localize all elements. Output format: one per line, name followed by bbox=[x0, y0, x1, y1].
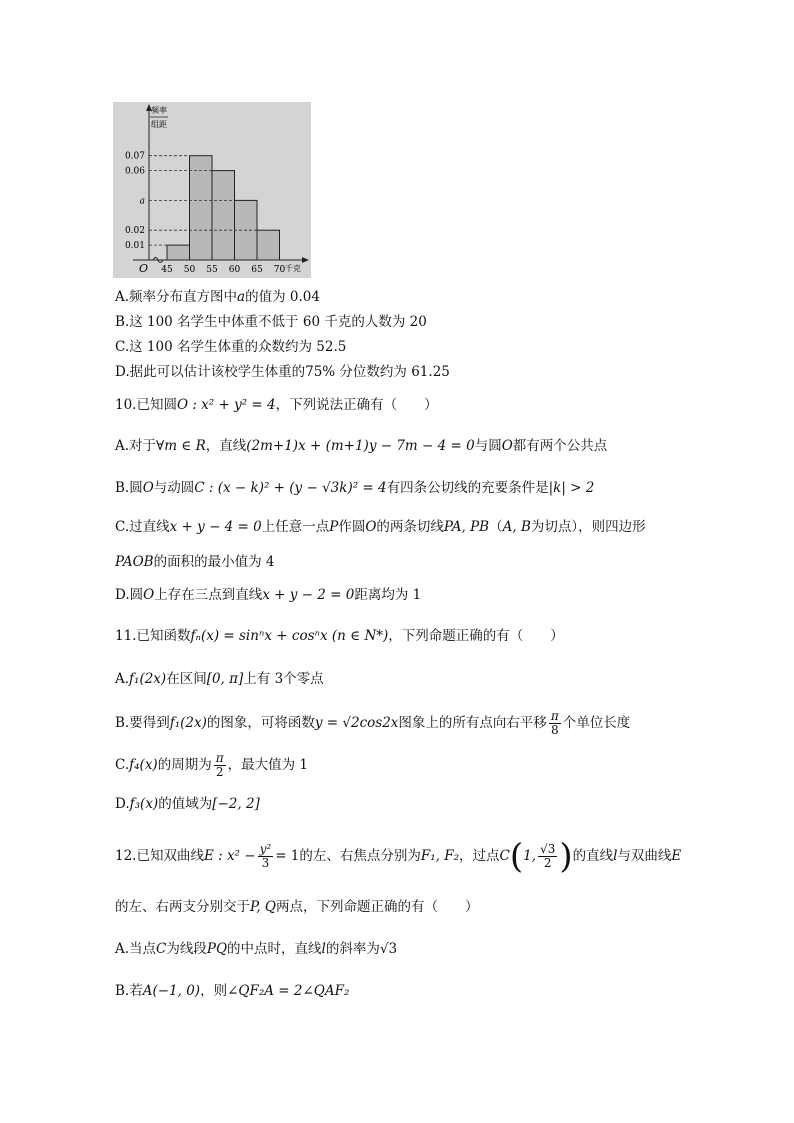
q10d-pre: D.圆 bbox=[115, 587, 144, 603]
q11-stem-post: ，下列命题正确的有（ ） bbox=[388, 628, 564, 644]
q12-line2-pre: 的左、右两支分别交于 bbox=[115, 899, 250, 915]
option-12b bbox=[115, 982, 349, 1000]
q10b-o: O bbox=[142, 480, 154, 496]
q12a-mid3: 的斜率为 bbox=[325, 941, 380, 957]
q11c-mid: 的周期为 bbox=[157, 757, 212, 773]
x-tick-label: 45 bbox=[161, 265, 173, 275]
q10c-mid2: 作圆 bbox=[338, 519, 366, 535]
option-10c bbox=[115, 518, 646, 536]
y-tick-label: a bbox=[139, 196, 145, 207]
option-12a bbox=[115, 940, 397, 958]
question-10-stem bbox=[115, 396, 438, 414]
q11c-pre: C. bbox=[115, 757, 130, 773]
q10-stem-post: ，下列说法正确有（ ） bbox=[275, 397, 438, 413]
q12-stem-mid3: 的直线 bbox=[572, 848, 614, 864]
q12-line2-post: 两点，下列命题正确的有（ ） bbox=[276, 899, 479, 915]
q12b-math: A(−1, 0) bbox=[142, 983, 201, 999]
option-11d bbox=[115, 795, 260, 813]
q11a-math2: [0, π] bbox=[206, 671, 244, 687]
q12-c-frac-den: 2 bbox=[543, 856, 552, 870]
q10c-mid3: 的两条切线 bbox=[376, 519, 444, 535]
q10b-mid2: 有四条公切线的充要条件是 bbox=[386, 480, 549, 496]
x-tick-label: 60 bbox=[228, 265, 241, 275]
q10c-papb: PA, PB bbox=[443, 519, 490, 535]
q10c-pre: C.过直线 bbox=[115, 519, 170, 535]
q10c-mid4: （ bbox=[489, 519, 503, 535]
q12a-math: √3 bbox=[379, 941, 398, 957]
option-10a bbox=[115, 437, 607, 455]
q11-stem-pre: 11.已知函数 bbox=[115, 628, 191, 644]
option-9a-rest: 的值为 0.04 bbox=[245, 289, 320, 305]
xlabel: 千克 bbox=[285, 264, 301, 273]
q12-stem-mid4: 与双曲线 bbox=[617, 848, 672, 864]
q12-right-paren: ) bbox=[559, 836, 573, 877]
q12-c-coord: 1, bbox=[523, 848, 537, 864]
q12-stem-point-c: C bbox=[499, 848, 510, 864]
q10b-mid: 与动圆 bbox=[153, 480, 195, 496]
q11d-pre: D. bbox=[115, 796, 130, 812]
option-9d: D.据此可以估计该校学生体重的75% 分位数约为 61.25 bbox=[115, 364, 450, 380]
q11-stem-math: fₙ(x) = sinⁿx + cosⁿx (n ∈ N*) bbox=[190, 628, 389, 644]
q10c-mid5: 为切点），则四边形 bbox=[530, 519, 646, 535]
ylabel-top: 频率 bbox=[151, 106, 167, 115]
q11c-math: f₄(x) bbox=[129, 757, 158, 773]
question-12-stem bbox=[115, 836, 682, 877]
q12a-pq: PQ bbox=[206, 941, 228, 957]
q12a-mid2: 的中点时，直线 bbox=[227, 941, 322, 957]
y-tick-label: 0.06 bbox=[124, 166, 145, 177]
y-tick-label: 0.01 bbox=[124, 241, 145, 252]
histogram-bar bbox=[257, 230, 280, 260]
question-11-stem bbox=[115, 627, 564, 645]
q12-left-paren: ( bbox=[509, 836, 524, 877]
q12-stem-mid2: ，过点 bbox=[459, 848, 500, 864]
x-tick-label: 65 bbox=[251, 265, 263, 275]
option-9a-var: a bbox=[237, 289, 246, 305]
q12-stem-l: l bbox=[613, 848, 618, 864]
q12-c-frac-num: √3 bbox=[540, 842, 556, 856]
q10c-mid: 上任意一点 bbox=[261, 519, 330, 535]
q12b-math2: ∠QF₂A = 2∠QAF₂ bbox=[227, 983, 350, 999]
y-tick-label: 0.07 bbox=[124, 151, 145, 162]
option-11a bbox=[115, 670, 324, 688]
origin-label: O bbox=[139, 262, 149, 275]
q12b-mid: ，则 bbox=[200, 983, 228, 999]
option-10d bbox=[115, 586, 421, 604]
q12-stem-math-a: E : x² − bbox=[203, 848, 256, 864]
q10a-math2: (2m+1)x + (m+1)y − 7m − 4 = 0 bbox=[246, 438, 475, 454]
q10c-line2-math: PAOB bbox=[115, 554, 154, 570]
q10a-o: O bbox=[501, 438, 513, 454]
histogram-bar bbox=[212, 171, 235, 260]
q12-frac-den: 3 bbox=[261, 856, 270, 870]
q12a-mid: 为线段 bbox=[166, 941, 207, 957]
q10-stem-math: O : x² + y² = 4 bbox=[176, 397, 276, 413]
q10c-p: P bbox=[329, 519, 339, 535]
option-10c-line2 bbox=[115, 553, 274, 571]
x-tick-label: 70 bbox=[273, 265, 286, 275]
q12b-pre: B.若 bbox=[115, 983, 143, 999]
q11b-frac-num: π bbox=[550, 709, 559, 723]
q10b-math2: |k| > 2 bbox=[548, 480, 595, 496]
q10d-math: x + y − 2 = 0 bbox=[262, 587, 355, 603]
q12-c-fraction bbox=[538, 843, 557, 870]
q12-stem-math-b: = 1 bbox=[275, 848, 300, 864]
y-tick-label: 0.02 bbox=[124, 226, 145, 237]
q10a-end: 都有两个公共点 bbox=[512, 438, 608, 454]
histogram-bar bbox=[167, 245, 190, 260]
q10c-ab: A, B bbox=[502, 519, 531, 535]
q10a-pre: A.对于 bbox=[115, 438, 157, 454]
q11d-math: f₃(x) bbox=[129, 796, 159, 812]
q11c-fraction bbox=[214, 752, 226, 779]
q11c-post: ，最大值为 1 bbox=[227, 757, 308, 773]
q11c-frac-num: π bbox=[215, 751, 224, 765]
x-tick-label: 50 bbox=[183, 265, 196, 275]
q10a-math1: ∀m ∈ R bbox=[156, 438, 206, 454]
q10c-math: x + y − 4 = 0 bbox=[169, 519, 262, 535]
q11b-fraction bbox=[549, 710, 561, 737]
q11b-mid2: 图象上的所有点向右平移 bbox=[398, 715, 547, 731]
q12-stem-foci: F₁, F₂ bbox=[420, 848, 460, 864]
q12a-pre: A.当点 bbox=[115, 941, 157, 957]
q11b-mid: 的图象，可将函数 bbox=[206, 715, 315, 731]
q12-frac-num: y² bbox=[259, 842, 272, 856]
q12-stem-e: E bbox=[671, 848, 682, 864]
q12a-l: l bbox=[321, 941, 326, 957]
frequency-histogram bbox=[113, 102, 311, 278]
q10b-math: C : (x − k)² + (y − √3k)² = 4 bbox=[194, 480, 387, 496]
option-10b bbox=[115, 479, 594, 497]
q11c-frac-den: 2 bbox=[215, 765, 224, 779]
q10a-mid: ，直线 bbox=[205, 438, 247, 454]
question-12-line2 bbox=[115, 898, 479, 916]
option-9b: B.这 100 名学生中体重不低于 60 千克的人数为 20 bbox=[115, 314, 427, 330]
q12-stem-pre: 12.已知双曲线 bbox=[115, 848, 204, 864]
q10d-post: 距离均为 1 bbox=[354, 587, 422, 603]
q12-stem-mid: 的左、右焦点分别为 bbox=[299, 848, 421, 864]
q11b-post: 个单位长度 bbox=[562, 715, 631, 731]
q11b-math: f₁(2x) bbox=[169, 715, 207, 731]
option-9c: C.这 100 名学生体重的众数约为 52.5 bbox=[115, 339, 347, 355]
q11a-mid: 在区间 bbox=[166, 671, 207, 687]
q10b-pre: B.圆 bbox=[115, 480, 143, 496]
q10-stem-pre: 10.已知圆 bbox=[115, 397, 177, 413]
q11a-post: 上有 3个零点 bbox=[243, 671, 324, 687]
q10c-line2-rest: 的面积的最小值为 4 bbox=[153, 554, 275, 570]
q11a-math: f₁(2x) bbox=[129, 671, 167, 687]
q12-line2-pq: P, Q bbox=[250, 899, 276, 915]
q11b-pre: B.要得到 bbox=[115, 715, 170, 731]
option-9a-text: A.频率分布直方图中 bbox=[115, 289, 238, 305]
q11b-frac-den: 8 bbox=[551, 723, 559, 737]
q10a-post: 与圆 bbox=[474, 438, 502, 454]
x-tick-label: 55 bbox=[206, 265, 218, 275]
q11a-pre: A. bbox=[115, 671, 130, 687]
option-11c bbox=[115, 750, 308, 780]
q11d-mid: 的值域为 bbox=[158, 796, 213, 812]
histogram-bar bbox=[190, 156, 213, 260]
q12-stem-fraction bbox=[258, 843, 274, 870]
option-9a bbox=[115, 288, 320, 306]
q10d-mid: 上存在三点到直线 bbox=[154, 587, 263, 603]
option-11b bbox=[115, 708, 630, 738]
q10d-o: O bbox=[143, 587, 155, 603]
ylabel-bottom: 组距 bbox=[151, 120, 167, 129]
q10c-o: O bbox=[365, 519, 377, 535]
q11d-math2: [−2, 2] bbox=[212, 796, 260, 812]
q11b-math2: y = √2cos2x bbox=[314, 715, 399, 731]
q12a-c: C bbox=[156, 941, 167, 957]
